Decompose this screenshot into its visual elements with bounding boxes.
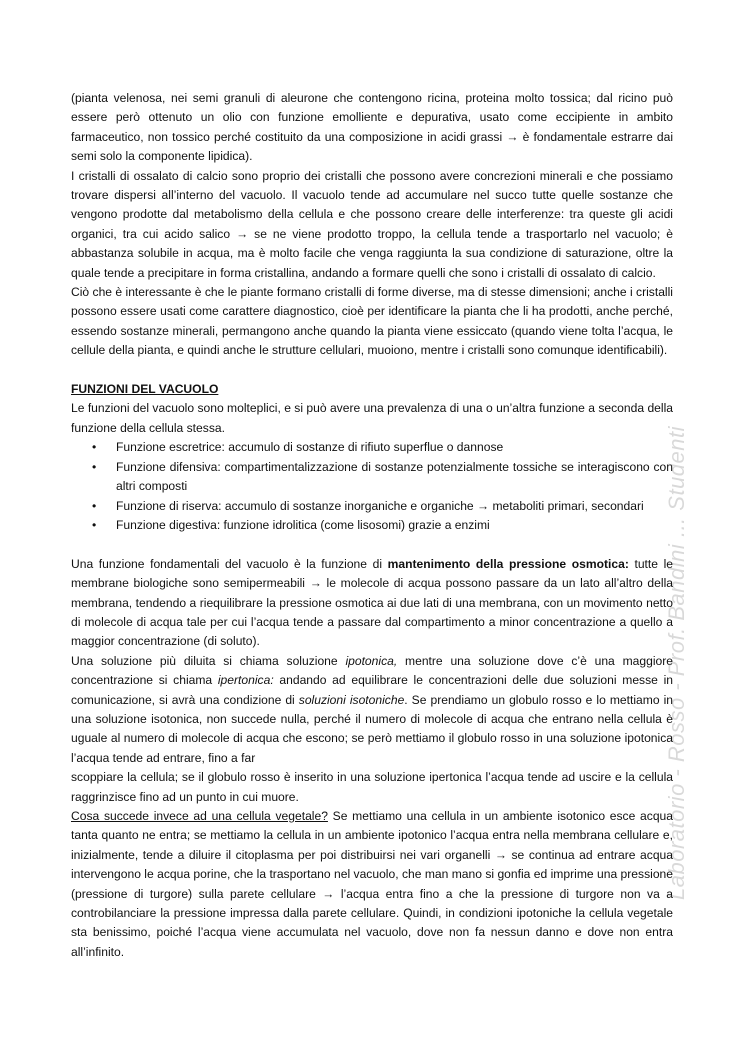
text-run: mentre una soluzione dove c’è una maggiore concentrazione si chiama bbox=[71, 653, 674, 688]
underlined-question: Cosa succede invece ad una cellula vegetale? bbox=[71, 809, 328, 823]
list-item-text: Funzione escretrice: accumulo di sostanze di rifiuto superflue o dannose bbox=[116, 440, 504, 455]
paragraph-globulo-rosso: scoppiare la cellula; se il globulo rosso è inserito in una soluzione ipertonica l’acqua tende ad uscire e la cellula raggrinzisce fino ad un punto in cui muore. bbox=[71, 770, 673, 804]
list-item bbox=[71, 458, 673, 497]
paragraph-ossalato: I cristalli di ossalato di calcio sono proprio dei cristalli che possono avere concrezioni minerali e che possiamo trovare dispersi all’interno del vacuolo. Il vacuolo tende ad accumulare nel succo tutte quelle sostanze che vengono prodotte dal metabolismo della cellula e che possono creare delle interferenze: tra queste gli acidi organici, tra cui acido salico → se ne viene prodotto troppo, la cellula tende a trasportarlo nel vacuolo; è abbastanza solubile in acqua, ma è molto facile che venga raggiunta la sua condizione di saturazione, oltre la quale tende a precipitare in forma cristallina, andando a formare quelli che sono i cristalli di ossalato di calcio. bbox=[71, 168, 673, 280]
paragraph-pressione-osmotica bbox=[71, 555, 673, 652]
text-run: Una soluzione più diluita si chiama soluzione bbox=[71, 653, 346, 668]
list-item bbox=[71, 438, 673, 457]
watermark: Laboratorio - Rosso - Prof. Bandini ... Studenti bbox=[664, 425, 689, 900]
list-item-text: Funzione difensiva: compartimentalizzazione di sostanze potenzialmente tossiche se interagiscono con altri composti bbox=[116, 459, 673, 494]
list-item-text: Funzione di riserva: accumulo di sostanze inorganiche e organiche → metaboliti primari, secondari bbox=[116, 498, 644, 513]
bold-term: mantenimento della pressione osmotica: bbox=[387, 556, 629, 571]
bullet-icon: • bbox=[92, 440, 97, 455]
functions-list bbox=[71, 438, 673, 535]
section-heading bbox=[71, 380, 673, 399]
list-item-text: Funzione digestiva: funzione idrolitica (come lisosomi) grazie a enzimi bbox=[116, 517, 490, 532]
italic-term: ipertonica: bbox=[217, 673, 274, 688]
bullet-icon: • bbox=[92, 459, 97, 474]
paragraph-cellula-vegetale bbox=[71, 807, 673, 962]
list-item bbox=[71, 516, 673, 535]
spacer bbox=[71, 535, 673, 554]
bullet-icon: • bbox=[92, 498, 97, 513]
text-run: Se mettiamo una cellula in un ambiente isotonico esce acqua tanta quanto ne entra; se mettiamo la cellula in un ambiente ipotonico l’acqua entra nella membrana cellulare e, inizialmente, tende a diluire il citoplasma per poi distribuirsi nei vari organelli → se continua ad entrare acqua intervengono le acqua porine, che la trasportano nel vacuolo, che man mano si gonfia ed imprime una pressione (pressione di turgore) sulla parete cellulare → l’acqua entra fino a che la pressione di turgore non va a controbilanciare la pressione impressa dalla parete cellulare. Quindi, in condizioni ipotoniche la cellula vegetale sta benissimo, poiché l’acqua viene accumulata nel vacuolo, dove non fa nessun danno e dove non entra all’infinito. bbox=[71, 809, 673, 959]
italic-term: ipotonica, bbox=[345, 653, 398, 668]
paragraph-soluzioni bbox=[71, 652, 673, 768]
bullet-icon: • bbox=[92, 517, 97, 532]
list-item bbox=[71, 497, 673, 516]
text-run: tutte le membrane biologiche sono semipermeabili → le molecole di acqua possono passare da un lato all’altro della membrana, tendendo a riequilibrare la pressione osmotica ai due lati di una membrana, con un movimento netto di molecole di acqua tale per cui l’acqua tende a passare dal compartimento a minor concentrazione a quello a maggior concentrazione (di soluto). bbox=[71, 556, 673, 649]
spacer bbox=[71, 361, 673, 380]
paragraph-ricino: (pianta velenosa, nei semi granuli di aleurone che contengono ricina, proteina molto tossica; dal ricino può essere però ottenuto un olio con funzione emolliente e depurativa, usato come eccipiente in ambito farmaceutico, non tossico perché costituito da una composizione in acidi grassi → è fondamentale estrarre dai semi solo la componente lipidica). bbox=[71, 91, 673, 164]
text-run: andando ad equilibrare le concentrazioni delle due soluzioni messe in comunicazione, si avrà una condizione di bbox=[71, 673, 673, 707]
paragraph-funzioni-intro: Le funzioni del vacuolo sono molteplici, e si può avere una prevalenza di una o un’altra funzione a seconda della funzione della cellula stessa. bbox=[71, 401, 673, 435]
text-run: Una funzione fondamentali del vacuolo è la funzione di bbox=[71, 556, 388, 571]
document-page bbox=[71, 89, 673, 962]
italic-term: soluzioni isotoniche bbox=[298, 692, 405, 707]
text-run: . Se prendiamo un globulo rosso e lo mettiamo in una soluzione isotonica, non succede nulla, perché il numero di molecole di acqua che entrano nella cellula è uguale al numero di molecole di acqua che escono; se però mettiamo il globulo rosso in una soluzione ipotonica l’acqua tende ad entrare, fino a far bbox=[71, 692, 673, 765]
paragraph-cristalli: Ciò che è interessante è che le piante formano cristalli di forme diverse, ma di stesse dimensioni; anche i cristalli possono essere usati come carattere diagnostico, cioè per identificare la pianta che li ha prodotti, anche perché, essendo sostanze minerali, permangono anche quando la pianta viene essiccato (quando viene tolta l’acqua, le cellule della pianta, e quindi anche le strutture cellulari, muoiono, mentre i cristalli sono comunque identificabili). bbox=[71, 285, 673, 358]
heading-text: FUNZIONI DEL VACUOLO bbox=[71, 382, 219, 397]
